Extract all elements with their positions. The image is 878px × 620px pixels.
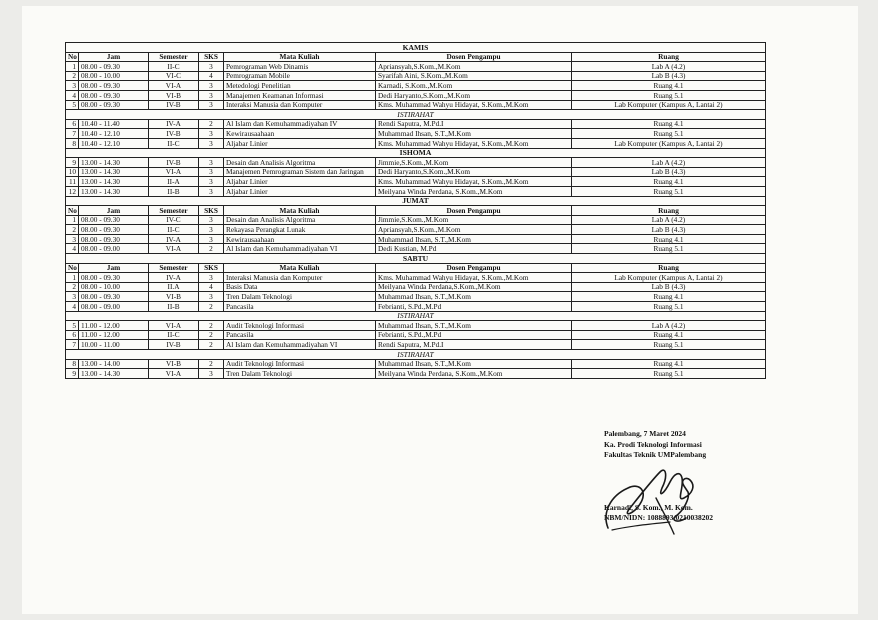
cell-dosen: Meilyana Winda Perdana, S.Kom.,M.Kom <box>376 186 572 196</box>
cell-dosen: Jimmie,S.Kom.,M.Kom <box>376 215 572 225</box>
cell-sks: 4 <box>199 282 224 292</box>
cell-ruang: Ruang 4.1 <box>572 81 766 91</box>
cell-no: 6 <box>66 119 79 129</box>
cell-sks: 2 <box>199 321 224 331</box>
day-label: KAMIS <box>66 43 766 53</box>
cell-ruang: Lab A (4.2) <box>572 321 766 331</box>
table-row <box>66 71 766 81</box>
cell-jam: 10.40 - 12.10 <box>79 138 149 148</box>
header-jam: Jam <box>79 52 149 62</box>
cell-semester: II-B <box>149 302 199 312</box>
table-row <box>66 129 766 139</box>
cell-no: 12 <box>66 186 79 196</box>
cell-mata-kuliah: Interaksi Manusia dan Komputer <box>224 100 376 110</box>
cell-sks: 2 <box>199 340 224 350</box>
cell-jam: 08.00 - 10.00 <box>79 71 149 81</box>
cell-semester: II-C <box>149 138 199 148</box>
day-label: SABTU <box>66 254 766 264</box>
cell-sks: 3 <box>199 177 224 187</box>
table-row <box>66 177 766 187</box>
header-ruang: Ruang <box>572 263 766 273</box>
table-row <box>66 302 766 312</box>
cell-jam: 08.00 - 09.30 <box>79 234 149 244</box>
cell-jam: 08.00 - 09.30 <box>79 225 149 235</box>
table-row <box>66 138 766 148</box>
cell-sks: 3 <box>199 186 224 196</box>
cell-dosen: Syarifah Aini, S.Kom.,M.Kom <box>376 71 572 81</box>
cell-ruang: Ruang 5.1 <box>572 244 766 254</box>
cell-jam: 08.00 - 09.30 <box>79 100 149 110</box>
cell-sks: 2 <box>199 119 224 129</box>
cell-sks: 3 <box>199 100 224 110</box>
cell-mata-kuliah: Aljabar Linier <box>224 177 376 187</box>
header-no: No <box>66 206 79 216</box>
cell-ruang: Lab B (4.3) <box>572 71 766 81</box>
cell-dosen: Dedi Haryanto,S.Kom.,M.Kom <box>376 167 572 177</box>
cell-ruang: Lab A (4.2) <box>572 215 766 225</box>
cell-jam: 08.00 - 09.30 <box>79 90 149 100</box>
header-ruang: Ruang <box>572 206 766 216</box>
cell-no: 4 <box>66 302 79 312</box>
cell-dosen: Kms. Muhammad Wahyu Hidayat, S.Kom.,M.Kom <box>376 273 572 283</box>
cell-sks: 3 <box>199 225 224 235</box>
cell-mata-kuliah: Kewirausaahaan <box>224 234 376 244</box>
table-row <box>66 292 766 302</box>
break-label: ISTIRAHAT <box>66 350 766 360</box>
header-row <box>66 52 766 62</box>
table-row <box>66 186 766 196</box>
cell-no: 11 <box>66 177 79 187</box>
break-label: ISTIRAHAT <box>66 311 766 321</box>
header-sks: SKS <box>199 52 224 62</box>
table-row <box>66 81 766 91</box>
table-row <box>66 244 766 254</box>
cell-sks: 4 <box>199 71 224 81</box>
table-row <box>66 215 766 225</box>
cell-dosen: Muhammad Ihsan, S.T.,M.Kom <box>376 234 572 244</box>
cell-mata-kuliah: Kewirausaahaan <box>224 129 376 139</box>
signature-name: Karnadi, S. Kom., M. Kom. <box>604 502 693 512</box>
cell-sks: 3 <box>199 62 224 72</box>
cell-mata-kuliah: Rekayasa Perangkat Lunak <box>224 225 376 235</box>
cell-jam: 08.00 - 09.30 <box>79 292 149 302</box>
header-ruang: Ruang <box>572 52 766 62</box>
cell-jam: 08.00 - 09.30 <box>79 62 149 72</box>
cell-dosen: Rendi Saputra, M.Pd.I <box>376 340 572 350</box>
cell-ruang: Ruang 4.1 <box>572 234 766 244</box>
cell-no: 1 <box>66 273 79 283</box>
table-row <box>66 340 766 350</box>
signature-place-date: Palembang, 7 Maret 2024 <box>604 429 686 438</box>
cell-dosen: Meilyana Winda Perdana, S.Kom.,M.Kom <box>376 369 572 379</box>
cell-sks: 3 <box>199 90 224 100</box>
cell-no: 9 <box>66 369 79 379</box>
cell-dosen: Karnadi, S.Kom.,M.Kom <box>376 81 572 91</box>
cell-dosen: Meilyana Winda Perdana,S.Kom.,M.Kom <box>376 282 572 292</box>
cell-jam: 08.00 - 09.00 <box>79 244 149 254</box>
cell-no: 3 <box>66 81 79 91</box>
cell-dosen: Dedi Haryanto,S.Kom.,M.Kom <box>376 90 572 100</box>
day-label: JUMAT <box>66 196 766 206</box>
cell-mata-kuliah: Pancasila <box>224 330 376 340</box>
cell-sks: 2 <box>199 244 224 254</box>
table-row <box>66 234 766 244</box>
header-sks: SKS <box>199 206 224 216</box>
cell-sks: 2 <box>199 330 224 340</box>
cell-semester: VI-A <box>149 167 199 177</box>
cell-no: 4 <box>66 90 79 100</box>
cell-mata-kuliah: Pemrograman Web Dinamis <box>224 62 376 72</box>
cell-no: 5 <box>66 321 79 331</box>
cell-no: 7 <box>66 340 79 350</box>
cell-ruang: Lab B (4.3) <box>572 282 766 292</box>
header-mata-kuliah: Mata Kuliah <box>224 263 376 273</box>
header-row <box>66 206 766 216</box>
cell-semester: VI-A <box>149 369 199 379</box>
cell-no: 3 <box>66 292 79 302</box>
day-band <box>66 148 766 158</box>
cell-sks: 3 <box>199 138 224 148</box>
cell-mata-kuliah: Interaksi Manusia dan Komputer <box>224 273 376 283</box>
cell-dosen: Muhammad Ihsan, S.T.,M.Kom <box>376 129 572 139</box>
cell-ruang: Ruang 4.1 <box>572 359 766 369</box>
table-row <box>66 100 766 110</box>
cell-jam: 11.00 - 12.00 <box>79 330 149 340</box>
cell-dosen: Febrianti, S.Pd.,M.Pd <box>376 302 572 312</box>
cell-sks: 3 <box>199 369 224 379</box>
header-jam: Jam <box>79 206 149 216</box>
cell-jam: 11.00 - 12.00 <box>79 321 149 331</box>
cell-ruang: Ruang 5.1 <box>572 90 766 100</box>
cell-jam: 10.40 - 11.40 <box>79 119 149 129</box>
cell-semester: II-B <box>149 186 199 196</box>
cell-mata-kuliah: Al Islam dan Kemuhammadiyahan IV <box>224 119 376 129</box>
cell-semester: II-A <box>149 177 199 187</box>
cell-mata-kuliah: Al Islam dan Kemuhammadiyahan VI <box>224 244 376 254</box>
cell-semester: II-C <box>149 330 199 340</box>
header-semester: Semester <box>149 263 199 273</box>
cell-mata-kuliah: Manajemen Keamanan Informasi <box>224 90 376 100</box>
cell-jam: 13.00 - 14.30 <box>79 177 149 187</box>
signature-position: Ka. Prodi Teknologi Informasi <box>604 439 702 449</box>
cell-ruang: Ruang 4.1 <box>572 292 766 302</box>
cell-no: 8 <box>66 138 79 148</box>
cell-mata-kuliah: Basis Data <box>224 282 376 292</box>
cell-no: 2 <box>66 71 79 81</box>
day-band <box>66 43 766 53</box>
header-mata-kuliah: Mata Kuliah <box>224 206 376 216</box>
header-semester: Semester <box>149 206 199 216</box>
cell-jam: 10.00 - 11.00 <box>79 340 149 350</box>
table-row <box>66 62 766 72</box>
cell-jam: 13.00 - 14.30 <box>79 369 149 379</box>
break-label: ISTIRAHAT <box>66 110 766 120</box>
cell-ruang: Ruang 4.1 <box>572 119 766 129</box>
table-row <box>66 321 766 331</box>
cell-ruang: Ruang 5.1 <box>572 302 766 312</box>
cell-semester: IV-A <box>149 119 199 129</box>
table-row <box>66 273 766 283</box>
cell-mata-kuliah: Pemrograman Mobile <box>224 71 376 81</box>
cell-mata-kuliah: Desain dan Analisis Algoritma <box>224 215 376 225</box>
handwritten-signature <box>600 458 710 538</box>
table-row <box>66 369 766 379</box>
cell-no: 9 <box>66 158 79 168</box>
header-no: No <box>66 52 79 62</box>
cell-ruang: Ruang 4.1 <box>572 330 766 340</box>
table-row <box>66 90 766 100</box>
cell-semester: VI-B <box>149 90 199 100</box>
cell-ruang: Ruang 5.1 <box>572 186 766 196</box>
cell-ruang: Lab A (4.2) <box>572 158 766 168</box>
cell-jam: 08.00 - 09.30 <box>79 273 149 283</box>
cell-sks: 3 <box>199 167 224 177</box>
cell-semester: IV-B <box>149 129 199 139</box>
cell-semester: IV-C <box>149 215 199 225</box>
cell-semester: IV-B <box>149 340 199 350</box>
cell-dosen: Kms. Muhammad Wahyu Hidayat, S.Kom.,M.Kom <box>376 138 572 148</box>
signature-faculty: Fakultas Teknik UMPalembang <box>604 450 707 460</box>
table-row <box>66 282 766 292</box>
cell-semester: IV-A <box>149 273 199 283</box>
header-sks: SKS <box>199 263 224 273</box>
cell-mata-kuliah: Audit Teknologi Informasi <box>224 321 376 331</box>
cell-mata-kuliah: Tren Dalam Teknologi <box>224 369 376 379</box>
cell-semester: IV-B <box>149 100 199 110</box>
day-band <box>66 196 766 206</box>
cell-mata-kuliah: Metedologi Penelitian <box>224 81 376 91</box>
cell-no: 8 <box>66 359 79 369</box>
cell-ruang: Lab Komputer (Kampus A, Lantai 2) <box>572 273 766 283</box>
cell-jam: 13.00 - 14.30 <box>79 158 149 168</box>
table-row <box>66 158 766 168</box>
cell-ruang: Ruang 5.1 <box>572 340 766 350</box>
table-row <box>66 119 766 129</box>
cell-mata-kuliah: Aljabar Linier <box>224 138 376 148</box>
table-row <box>66 330 766 340</box>
cell-no: 4 <box>66 244 79 254</box>
cell-jam: 08.00 - 09.30 <box>79 215 149 225</box>
cell-sks: 2 <box>199 302 224 312</box>
cell-ruang: Lab B (4.3) <box>572 225 766 235</box>
cell-jam: 08.00 - 09.00 <box>79 302 149 312</box>
cell-sks: 3 <box>199 215 224 225</box>
cell-sks: 3 <box>199 81 224 91</box>
cell-dosen: Muhammad Ihsan, S.T.,M.Kom <box>376 292 572 302</box>
cell-dosen: Muhammad Ihsan, S.T.,M.Kom <box>376 359 572 369</box>
cell-no: 10 <box>66 167 79 177</box>
cell-dosen: Muhammad Ihsan, S.T.,M.Kom <box>376 321 572 331</box>
cell-jam: 10.40 - 12.10 <box>79 129 149 139</box>
cell-mata-kuliah: Tren Dalam Teknologi <box>224 292 376 302</box>
header-semester: Semester <box>149 52 199 62</box>
cell-dosen: Apriansyah,S.Kom.,M.Kom <box>376 225 572 235</box>
cell-sks: 3 <box>199 158 224 168</box>
cell-ruang: Lab Komputer (Kampus A, Lantai 2) <box>572 100 766 110</box>
break-row <box>66 350 766 360</box>
cell-mata-kuliah: Audit Teknologi Informasi <box>224 359 376 369</box>
cell-sks: 2 <box>199 359 224 369</box>
cell-semester: IV-A <box>149 234 199 244</box>
cell-jam: 13.00 - 14.00 <box>79 359 149 369</box>
cell-dosen: Kms. Muhammad Wahyu Hidayat, S.Kom.,M.Kom <box>376 100 572 110</box>
header-mata-kuliah: Mata Kuliah <box>224 52 376 62</box>
break-row <box>66 110 766 120</box>
cell-semester: IV-B <box>149 158 199 168</box>
cell-semester: VI-B <box>149 292 199 302</box>
cell-sks: 3 <box>199 234 224 244</box>
cell-no: 7 <box>66 129 79 139</box>
header-dosen: Dosen Pengampu <box>376 206 572 216</box>
cell-ruang: Ruang 4.1 <box>572 177 766 187</box>
cell-dosen: Rendi Saputra, M.Pd.I <box>376 119 572 129</box>
day-band <box>66 254 766 264</box>
cell-ruang: Ruang 5.1 <box>572 129 766 139</box>
cell-ruang: Lab A (4.2) <box>572 62 766 72</box>
cell-no: 6 <box>66 330 79 340</box>
cell-semester: VI-A <box>149 81 199 91</box>
cell-sks: 3 <box>199 129 224 139</box>
cell-semester: II-C <box>149 62 199 72</box>
cell-mata-kuliah: Manajemen Pemrograman Sistem dan Jaringan <box>224 167 376 177</box>
cell-dosen: Kms. Muhammad Wahyu Hidayat, S.Kom.,M.Kom <box>376 177 572 187</box>
cell-ruang: Ruang 5.1 <box>572 369 766 379</box>
cell-sks: 3 <box>199 292 224 302</box>
cell-no: 1 <box>66 215 79 225</box>
cell-sks: 3 <box>199 273 224 283</box>
table-row <box>66 167 766 177</box>
schedule-table <box>65 42 766 379</box>
header-jam: Jam <box>79 263 149 273</box>
cell-no: 5 <box>66 100 79 110</box>
cell-jam: 13.00 - 14.30 <box>79 167 149 177</box>
cell-semester: II-C <box>149 225 199 235</box>
cell-no: 3 <box>66 234 79 244</box>
cell-no: 2 <box>66 282 79 292</box>
signature-id: NBM/NIDN: 1088893/0210038202 <box>604 513 713 523</box>
cell-ruang: Lab Komputer (Kampus A, Lantai 2) <box>572 138 766 148</box>
cell-mata-kuliah: Al Islam dan Kemuhammadiyahan VI <box>224 340 376 350</box>
cell-semester: VI-A <box>149 244 199 254</box>
cell-dosen: Jimmie,S.Kom.,M.Kom <box>376 158 572 168</box>
cell-semester: VI-A <box>149 321 199 331</box>
cell-dosen: Apriansyah,S.Kom.,M.Kom <box>376 62 572 72</box>
cell-jam: 08.00 - 10.00 <box>79 282 149 292</box>
header-dosen: Dosen Pengampu <box>376 263 572 273</box>
header-dosen: Dosen Pengampu <box>376 52 572 62</box>
cell-dosen: Dedi Kustian, M.Pd <box>376 244 572 254</box>
header-no: No <box>66 263 79 273</box>
cell-jam: 13.00 - 14.30 <box>79 186 149 196</box>
cell-no: 1 <box>66 62 79 72</box>
cell-dosen: Febrianti, S.Pd.,M.Pd <box>376 330 572 340</box>
cell-jam: 08.00 - 09.30 <box>79 81 149 91</box>
break-row <box>66 311 766 321</box>
cell-semester: VI-B <box>149 359 199 369</box>
cell-mata-kuliah: Pancasila <box>224 302 376 312</box>
header-row <box>66 263 766 273</box>
cell-mata-kuliah: Desain dan Analisis Algoritma <box>224 158 376 168</box>
table-row <box>66 359 766 369</box>
cell-ruang: Lab B (4.3) <box>572 167 766 177</box>
day-label: ISHOMA <box>66 148 766 158</box>
cell-semester: VI-C <box>149 71 199 81</box>
cell-mata-kuliah: Aljabar Linier <box>224 186 376 196</box>
cell-semester: II.A <box>149 282 199 292</box>
table-row <box>66 225 766 235</box>
cell-no: 2 <box>66 225 79 235</box>
